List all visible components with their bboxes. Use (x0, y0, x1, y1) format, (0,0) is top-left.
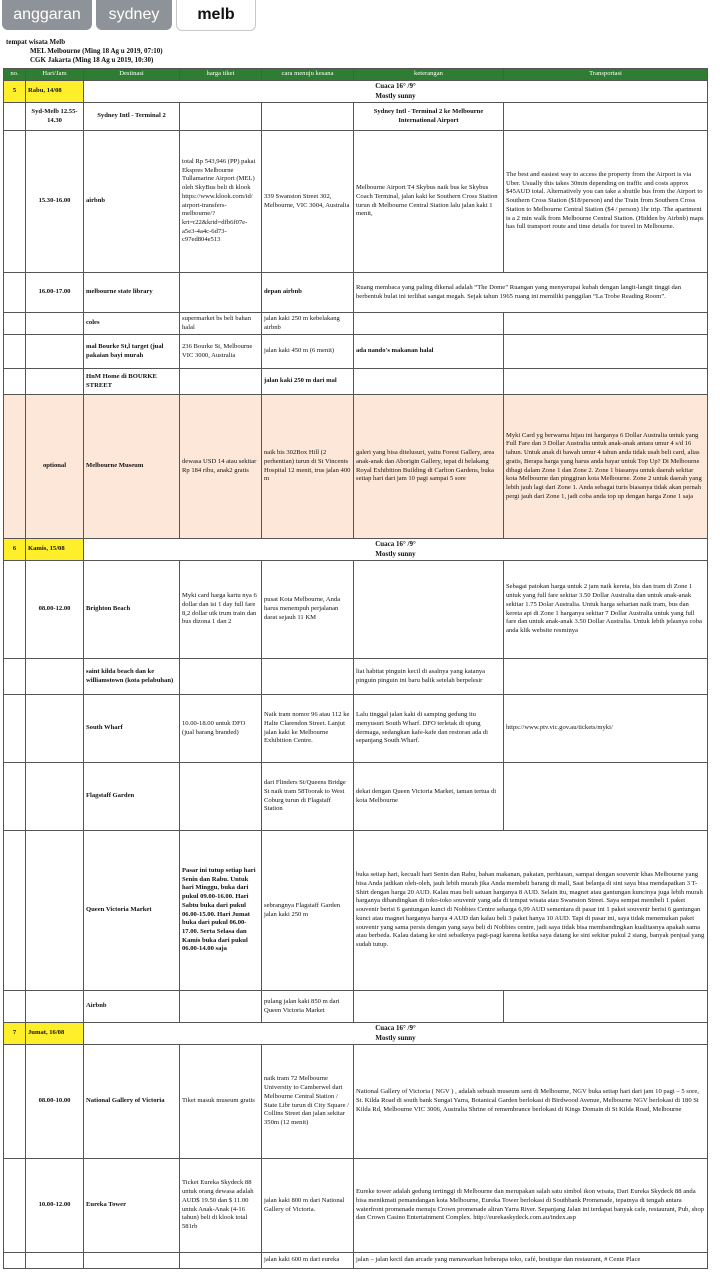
dest-cell[interactable]: Melbourne Museum (84, 395, 180, 539)
trans-cell[interactable]: The best and easiest way to access the property from the Airport is via Uber. Usually this takes 30min depending on traffic and costs approx $45AUD total. Alternatively you can take a shuttle bus from the Airport to Southern Cross Station ($18/person) and the Train from Southern Cross Station to Melbourne Central Station ($4 / person) 1hr trip. The apartment is a 2 min walk from Melbourne Central Station. (Hidden by Airbnb) maps has full transport route and time details for travel in Melbourne. (504, 131, 708, 273)
dest-cell[interactable]: saint kilda beach dan ke williamstown (kota pelabuhan) (84, 659, 180, 695)
weather-temp: Cuaca 16° /9° (375, 82, 416, 91)
weather-sky: Mostly sunny (375, 549, 416, 558)
cell[interactable] (180, 659, 262, 695)
cell[interactable] (180, 991, 262, 1023)
column-header-row (4, 69, 708, 81)
flight-info-melbourne: MEL Melbourne (Ming 18 Ag u 2019, 07:10) (30, 47, 163, 55)
col-destinasi[interactable]: Destinasi (84, 69, 180, 81)
table-row (4, 103, 708, 131)
table-row (4, 561, 708, 659)
cell[interactable] (84, 1253, 180, 1269)
ket-cell[interactable]: liat habitat pinguin kecil di asalnya yang katanya pinguin pinguin ini baru balik setelah berpelesir (354, 659, 504, 695)
cell[interactable] (354, 369, 504, 395)
col-keterangan[interactable]: keterangan (354, 69, 504, 81)
cell[interactable] (26, 1253, 84, 1269)
dest-cell[interactable]: melbourne state library (84, 273, 180, 313)
cara-cell[interactable]: jalan kaki 250 m kebelakang airbnb (262, 313, 354, 335)
harga-cell[interactable]: Tiket masuk museum gratis (180, 1045, 262, 1159)
cara-cell[interactable]: jalan kaki 600 m dari eureka (262, 1253, 354, 1269)
day-no[interactable]: 7 (4, 1023, 26, 1045)
cell[interactable] (4, 313, 26, 335)
tab-anggaran[interactable]: anggaran (2, 0, 92, 30)
cell[interactable] (354, 991, 504, 1023)
ket-cell[interactable]: Sydney Intl - Terminal 2 ke Melbourne International Airport (354, 103, 504, 131)
weather-temp: Cuaca 16° /9° (375, 540, 416, 549)
cell[interactable] (4, 1253, 26, 1269)
dest-cell[interactable]: mal Bourke St,l target (jual pakaian bayi murah (84, 335, 180, 369)
sheet-tab-bar (0, 0, 720, 30)
cara-cell[interactable]: depan airbnb (262, 273, 354, 313)
col-cara[interactable]: cara menuju kesana (262, 69, 354, 81)
ket-cell[interactable]: jalan – jalan kecil dan arcade yang menawarkan beberapa toko, café, boutique dan restaurant, # Cente Place (354, 1253, 708, 1269)
cell[interactable] (4, 659, 26, 695)
cell[interactable] (4, 395, 26, 539)
cell[interactable] (26, 831, 84, 991)
harga-cell[interactable]: supermarket bs beli bahan halal (180, 313, 262, 335)
ket-cell[interactable]: National Gallery of Victoria ( NGV ) , adalah sebuah museum seni di Melbourne, NGV buka setiap hari dari jam 10 pagi – 5 sore, St. Kilda Road di south bank Sungai Yarra, Botanical Garden berlokasi di Birdwood Avenue, Melbourne NGV berlokasi di 180 St Kilda Rd, Melbourne VIC 3006, Australia Shrine of remembrance berlokasi di Kings Domain di St Kilda Road, Melbourne (354, 1045, 708, 1159)
cell[interactable] (26, 695, 84, 763)
cell[interactable] (26, 991, 84, 1023)
cell[interactable] (26, 659, 84, 695)
weather-cell[interactable] (84, 81, 708, 103)
cell[interactable] (4, 1045, 26, 1159)
cell[interactable] (504, 313, 708, 335)
table-row (4, 313, 708, 335)
weather-sky: Mostly sunny (375, 1033, 416, 1042)
flight-info-jakarta: CGK Jakarta (Ming 18 Ag u 2019, 10:30) (30, 56, 154, 64)
table-row-optional (4, 395, 708, 539)
ket-cell[interactable]: Melbourne Airport T4 Skybus naik bus ke Skybus Coach Terminal, jalan kaki ke Southern Cross Station turun di Melbourne Central Station lalu jalan kaki 1 menit, (354, 131, 504, 273)
weather-sky: Mostly sunny (375, 91, 416, 100)
cell[interactable] (26, 369, 84, 395)
table-row (4, 659, 708, 695)
cara-cell[interactable]: jalan kaki 800 m dari National Gallery of Victoria. (262, 1159, 354, 1253)
cell[interactable] (354, 313, 504, 335)
cell[interactable] (180, 273, 262, 313)
time-cell[interactable]: optional (26, 395, 84, 539)
ket-cell[interactable]: Ruang membaca yang paling dikenal adalah “The Dome” Ruangan yang menyerupai kubah dengan langit-langit tinggi dan berbentuk bulat ini terlihat sangat megah. Sejak tahun 1965 ruang ini memiliki panggilan “La Trobe Reading Room”. (354, 273, 708, 313)
harga-cell[interactable]: total Rp 543,946 (PP) pakai Ekspres Melbourne Tullamarine Airport (MEL) oleh SkyBus beli di klook https://www.klook.com/id/ airport-transfers-melbourne/?krt=r22&krid=dfb6f07e-a5e3-4a4c-6d73-c97ed804e513 (180, 131, 262, 273)
cell[interactable] (4, 831, 26, 991)
weather-temp: Cuaca 16° /9° (375, 1024, 416, 1033)
ket-cell[interactable]: ada nando's makanan halal (354, 335, 504, 369)
cell[interactable] (26, 763, 84, 831)
cell[interactable] (4, 695, 26, 763)
time-cell[interactable]: 16.00-17.00 (26, 273, 84, 313)
harga-cell[interactable]: Ticket Eureka Skydeck 88 untuk orang dewasa adalah AUD$ 19.50 dan $ 11.00 untuk Anak-Anak (4-16 tahun) beli di klook total 581rb (180, 1159, 262, 1253)
table-row (4, 991, 708, 1023)
dest-cell[interactable]: HnM Home di BOURKE STREET (84, 369, 180, 395)
cell[interactable] (504, 659, 708, 695)
dest-cell[interactable]: Brighton Beach (84, 561, 180, 659)
day-row (4, 539, 708, 561)
cell[interactable] (504, 763, 708, 831)
cara-cell[interactable]: jalan kaki 250 m dari mal (262, 369, 354, 395)
dest-cell[interactable]: South Wharf (84, 695, 180, 763)
cell[interactable] (262, 103, 354, 131)
dest-cell[interactable]: coles (84, 313, 180, 335)
ket-cell[interactable]: buka setiap hari, kecuali hari Senin dan Rabu, bahan makanan, pakaian, perhiasan, sampai dengan souvenir khas Melbourne yang bisa Anda jadikan oleh-oleh, jauh lebih murah jika Anda membeli barang di mall, Saat belanja di sini saya bisa mendapatkan 3 T-Shirt dengan harga 20 AUD. Kalau mau beli satuan harganya 8 AUD. Selain itu, magnet atau gantungan kuncinya juga lebih murah harganya dibandingkan di toko-toko souvenir yang ada di tempat wisata atau Swanston Street. Saya sempat membeli 1 paket souvenir berisi 6 gantungan kunci di Nobbies Centre seharga 6,99 AUD sementara di pasar ini 1 paket souvenir berisi 6 gantungan kunci atau magnet harganya hanya 4 AUD dan kalau beli 3 paket hanya 10 AUD. Tapi di pasar ini, saya tidak menemukan paket souvenir yang sama persis dengan yang saya beli di Nobbies centre, jadi saya tidak bisa membandingkan kualitasnya apakah sama atau berbeda. Kalau datang ke sini sebaiknya pagi-pagi karena ketika saya datang ke sini sekitar pukul 2 siang, banyak penjual yang sudah tutup. (354, 831, 708, 991)
cell[interactable] (4, 103, 26, 131)
cell[interactable] (4, 369, 26, 395)
cara-cell[interactable]: 339 Swanston Street 302, Melbourne, VIC 3004, Australia (262, 131, 354, 273)
cara-cell[interactable]: naik tram 72 Melbourne University to Camberwel dari Melbourne Central Station / State Libr turun di City Square / Collins Street dan jalan sekitar 350m (12 menit) (262, 1045, 354, 1159)
trans-link[interactable]: https://www.ptv.vic.gov.au/tickets/myki/ (504, 695, 708, 763)
sheet-title: tempat wisata Melb (6, 38, 66, 46)
cell[interactable] (180, 1253, 262, 1269)
ket-cell[interactable]: galeri yang bisa ditelusuri, yaitu Forest Gallery, area anak-anak dan Aborigin Gallery, tepat di belakang Royal Exhibition Building di Carlton Gardens, buka setiap hari dari jam 10 pagi sampai 5 sore (354, 395, 504, 539)
cara-cell[interactable]: pulang jalan kaki 850 m dari Queen Victoria Market (262, 991, 354, 1023)
time-cell[interactable]: 08.00-12.00 (26, 561, 84, 659)
cell[interactable] (4, 561, 26, 659)
day-date[interactable]: Kamis, 15/08 (26, 539, 84, 561)
dest-cell[interactable]: Flagstaff Garden (84, 763, 180, 831)
tab-sydney[interactable]: sydney (96, 0, 172, 30)
col-transportasi[interactable]: Transportasi (504, 69, 708, 81)
weather-cell[interactable] (84, 1023, 708, 1045)
cara-cell[interactable]: Naik tram nomor 96 atau 112 ke Halte Clarendon Street. Lanjut jalan kaki ke Melbourne Exhibition Centre. (262, 695, 354, 763)
tab-melb[interactable]: melb (176, 0, 256, 31)
ket-cell[interactable]: Eureke tower adalah gedung tertinggi di Melbourne dan merupakan salah satu simbol ikon wisata, Dari Eureka Skydeck 88 anda bisa menikmati pemandangan kota Melbourne, Eureka Tower berlokasi di Southbank Promenade, tepatnya di tengah antara waterfront promenade menuju Crown promenade aliran Yarra River. Sepanjang Jalan ini terdapat banyak cafe, restaurant, Pub, shop dan Crown Casino Entertainment Complex. http://eurekaskydeck.com.au/index.asp (354, 1159, 708, 1253)
cell[interactable] (4, 131, 26, 273)
harga-cell[interactable]: 10.00-18.00 untuk DFO (jual barang branded) (180, 695, 262, 763)
col-no[interactable]: no. (4, 69, 26, 81)
day-no[interactable]: 5 (4, 81, 26, 103)
cell[interactable] (504, 369, 708, 395)
table-row (4, 763, 708, 831)
harga-cell[interactable]: Pasar ini tutup setiap hari Senin dan Rabu. Untuk hari Minggu, buka dari pukul 09.00-16.00. Hari Sabtu buka dari pukul 06.00-15.00. Hari Jumat buka dari pukul 06.00-17.00. Serta Selasa dan Kamis buka dari pukul 06.00-14.00 saja (180, 831, 262, 991)
cell[interactable] (180, 763, 262, 831)
table-row (4, 1159, 708, 1253)
weather-cell[interactable] (84, 539, 708, 561)
cell[interactable] (4, 1159, 26, 1253)
cell[interactable] (4, 763, 26, 831)
itinerary-table (3, 68, 708, 1269)
dest-cell[interactable]: Sydney Intl - Terminal 2 (84, 103, 180, 131)
cell[interactable] (4, 273, 26, 313)
cell[interactable] (504, 335, 708, 369)
cell[interactable] (504, 103, 708, 131)
cell[interactable] (4, 335, 26, 369)
col-harga-tiket[interactable]: harga tiket (180, 69, 262, 81)
trans-cell[interactable]: Sebagai patokan harga untuk 2 jam naik kereta, bis dan tram di Zone 1 untuk yang full fare sekitar 3.50 Dollar Australia dan untuk anak-anak sekitar 1.75 Dolar Australia. Untuk harga seharian naik tram, bus dan kereta api di Zone 1 harganya sekitar 7 Dollar Australia untuk yang full fare dan untuk anak-anak 3.50 Dollar Australia. Untuk lebih jelasnya coba anda klik website resminya (504, 561, 708, 659)
cell[interactable] (26, 313, 84, 335)
table-row (4, 131, 708, 273)
col-hari-jam[interactable]: Hari/Jam (26, 69, 84, 81)
cara-cell[interactable]: pusat Kota Melbourne, Anda harus menempuh perjalanan darat sejauh 11 KM (262, 561, 354, 659)
table-row (4, 273, 708, 313)
cell[interactable] (262, 659, 354, 695)
day-date[interactable]: Jumat, 16/08 (26, 1023, 84, 1045)
harga-cell[interactable]: dewasa USD 14 atau sekitar Rp 184 ribu, anak2 gratis (180, 395, 262, 539)
table-row (4, 369, 708, 395)
time-cell[interactable]: Syd-Melb 12.55-14.30 (26, 103, 84, 131)
cell[interactable] (26, 335, 84, 369)
day-date[interactable]: Rabu, 14/08 (26, 81, 84, 103)
time-cell[interactable]: 10.00-12.00 (26, 1159, 84, 1253)
cell[interactable] (180, 103, 262, 131)
cell[interactable] (4, 991, 26, 1023)
dest-cell[interactable]: Eureka Tower (84, 1159, 180, 1253)
harga-cell[interactable]: 236 Bourke St, Melbourne VIC 3000, Australia (180, 335, 262, 369)
table-row (4, 1253, 708, 1269)
cell[interactable] (354, 561, 504, 659)
table-row (4, 335, 708, 369)
table-row (4, 1045, 708, 1159)
cara-cell[interactable]: dari Flinders St/Queens Bridge St naik tram 58Toorak to West Coburg turun di Flagstaff Station (262, 763, 354, 831)
cara-cell[interactable]: naik bis 302Box Hill (2 perhentian) turun di St Vincents Hospital 12 menit, trus jalan 400 m (262, 395, 354, 539)
cara-cell[interactable]: sebrangnya Flagstaff Garden jalan kaki 250 m (262, 831, 354, 991)
cell[interactable] (504, 991, 708, 1023)
table-row (4, 831, 708, 991)
cara-cell[interactable]: jalan kaki 450 m (6 menit) (262, 335, 354, 369)
time-cell[interactable]: 15.30-16.00 (26, 131, 84, 273)
day-row (4, 1023, 708, 1045)
trans-cell[interactable]: Myki Card yg berwarna hijau ini harganya 6 Dollar Australia untuk yang Full Fare dan 3 Dollar Australia untuk anak-anak antara umur 4 s/d 16 tahun. Untuk anak di bawah umur 4 tahun anda tidak usah beli card, alias gratis, Berapa harga yang harus anda bayar untuk Top Up? Di Melbourne dibagi dalam Zone 1 dan Zone 2. Zone 1 biasanya untuk daerah sekitar kota Melbourne dan pinggiran kota Melbourne. Zone 2 untuk daerah yang lebih jauh lagi dari Zone 1. Anda sebagai turis biasanya tidak akan pernah pergi jauh dari Zone 1, jadi coba anda top up dengan harga Zone 1 saja (504, 395, 708, 539)
dest-cell[interactable]: airbnb (84, 131, 180, 273)
dest-cell[interactable]: Airbnb (84, 991, 180, 1023)
dest-cell[interactable]: National Gallery of Victoria (84, 1045, 180, 1159)
ket-cell[interactable]: Lalu tinggal jalan kaki di samping gedung itu menyusuri South Wharf. DFO terletak di ujung dermaga, sedangkan kafe-kafe dan restoran ada di sepanjang South Wharf. (354, 695, 504, 763)
time-cell[interactable]: 08.00-10.00 (26, 1045, 84, 1159)
dest-cell[interactable]: Queen Victoria Market (84, 831, 180, 991)
ket-cell[interactable]: dekat dengan Queen Victoria Market, taman tertua di kota Melbourne (354, 763, 504, 831)
table-row (4, 695, 708, 763)
harga-cell[interactable]: Myki card harga kartu nya 6 dollar dan isi 1 day full fare 8,2 dollar utk trum train dan bus dizona 1 dan 2 (180, 561, 262, 659)
day-row (4, 81, 708, 103)
day-no[interactable]: 6 (4, 539, 26, 561)
cell[interactable] (180, 369, 262, 395)
